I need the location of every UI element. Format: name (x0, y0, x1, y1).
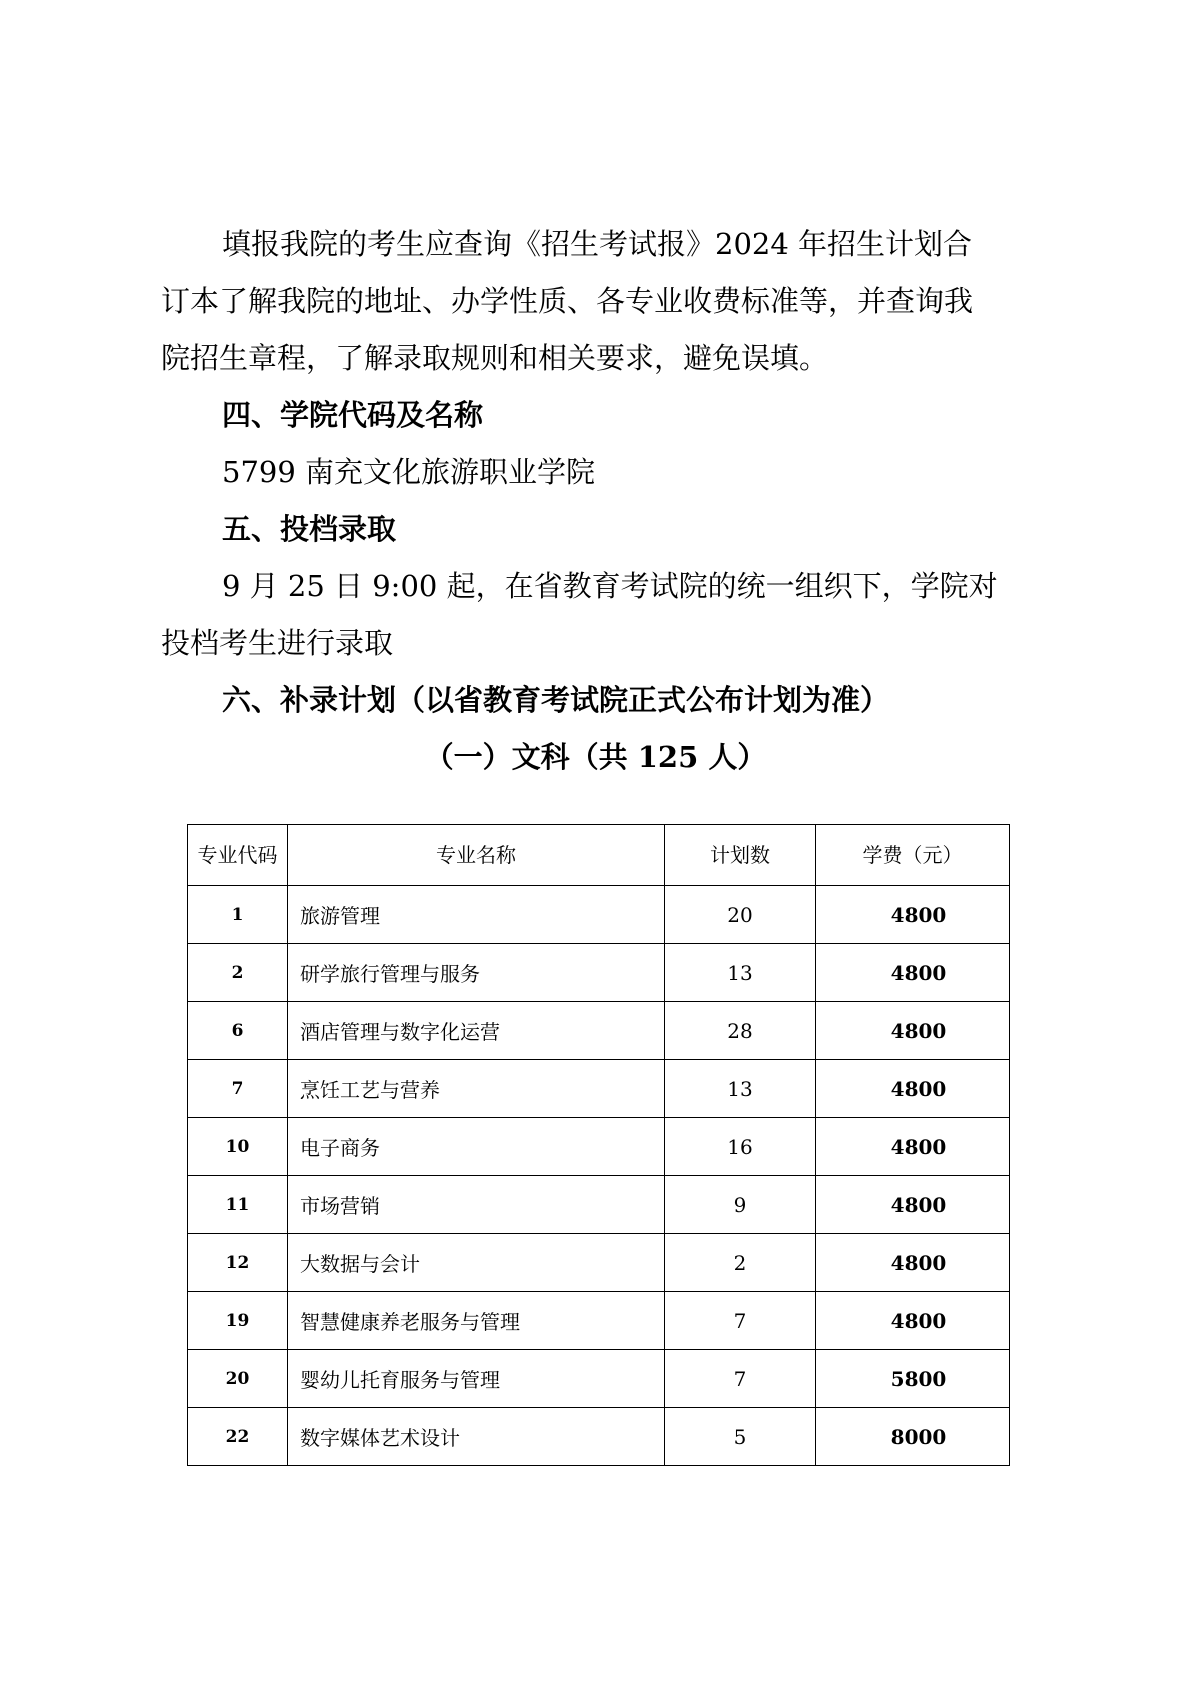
header-tuition: 学费（元） (816, 825, 1010, 886)
header-major-name: 专业名称 (288, 825, 665, 886)
tuition: 4800 (816, 1234, 1010, 1292)
major-name: 智慧健康养老服务与管理 (288, 1292, 665, 1350)
college-code-name: 5799 南充文化旅游职业学院 (222, 455, 596, 489)
plan-count: 2 (665, 1234, 816, 1292)
major-code: 11 (188, 1176, 288, 1234)
table-row (188, 1292, 1010, 1350)
plan-count: 13 (665, 1060, 816, 1118)
table-row (188, 1350, 1010, 1408)
tuition: 4800 (816, 1118, 1010, 1176)
tuition: 4800 (816, 1292, 1010, 1350)
tuition: 5800 (816, 1350, 1010, 1408)
major-code: 12 (188, 1234, 288, 1292)
major-code: 19 (188, 1292, 288, 1350)
major-name: 研学旅行管理与服务 (288, 944, 665, 1002)
table-row (188, 886, 1010, 944)
table-header-row (188, 825, 1010, 886)
major-name: 大数据与会计 (288, 1234, 665, 1292)
table-row (188, 1002, 1010, 1060)
table-row (188, 1118, 1010, 1176)
table-row (188, 1176, 1010, 1234)
major-code: 7 (188, 1060, 288, 1118)
major-name: 数字媒体艺术设计 (288, 1408, 665, 1466)
major-code: 22 (188, 1408, 288, 1466)
tuition: 4800 (816, 1176, 1010, 1234)
major-name: 酒店管理与数字化运营 (288, 1002, 665, 1060)
table-row (188, 1408, 1010, 1466)
paragraph1-line2: 订本了解我院的地址、办学性质、各专业收费标准等，并查询我 (161, 284, 974, 318)
major-code: 20 (188, 1350, 288, 1408)
section6-heading: 六、补录计划（以省教育考试院正式公布计划为准） (222, 683, 890, 717)
plan-count: 5 (665, 1408, 816, 1466)
tuition: 8000 (816, 1408, 1010, 1466)
major-name: 市场营销 (288, 1176, 665, 1234)
plan-count: 9 (665, 1176, 816, 1234)
major-code: 2 (188, 944, 288, 1002)
section5-line1: 9 月 25 日 9:00 起，在省教育考试院的统一组织下，学院对 (222, 569, 998, 603)
admission-plan-table (187, 824, 1010, 1466)
plan-count: 7 (665, 1292, 816, 1350)
tuition: 4800 (816, 944, 1010, 1002)
section6-subheading: （一）文科（共 125 人） (424, 740, 767, 774)
plan-count: 20 (665, 886, 816, 944)
major-name: 旅游管理 (288, 886, 665, 944)
tuition: 4800 (816, 1060, 1010, 1118)
major-code: 10 (188, 1118, 288, 1176)
header-plan-count: 计划数 (665, 825, 816, 886)
major-name: 婴幼儿托育服务与管理 (288, 1350, 665, 1408)
major-name: 电子商务 (288, 1118, 665, 1176)
header-major-code: 专业代码 (188, 825, 288, 886)
major-name: 烹饪工艺与营养 (288, 1060, 665, 1118)
plan-count: 28 (665, 1002, 816, 1060)
paragraph1-line1: 填报我院的考生应查询《招生考试报》2024 年招生计划合 (222, 227, 973, 261)
tuition: 4800 (816, 1002, 1010, 1060)
major-code: 6 (188, 1002, 288, 1060)
table-row (188, 1234, 1010, 1292)
section5-heading: 五、投档录取 (222, 512, 397, 546)
paragraph1-line3: 院招生章程，了解录取规则和相关要求，避免误填。 (161, 341, 829, 375)
table-row (188, 1060, 1010, 1118)
major-code: 1 (188, 886, 288, 944)
section5-line2: 投档考生进行录取 (161, 626, 394, 660)
plan-count: 7 (665, 1350, 816, 1408)
plan-count: 16 (665, 1118, 816, 1176)
section4-heading: 四、学院代码及名称 (222, 398, 484, 432)
plan-count: 13 (665, 944, 816, 1002)
tuition: 4800 (816, 886, 1010, 944)
table-row (188, 944, 1010, 1002)
